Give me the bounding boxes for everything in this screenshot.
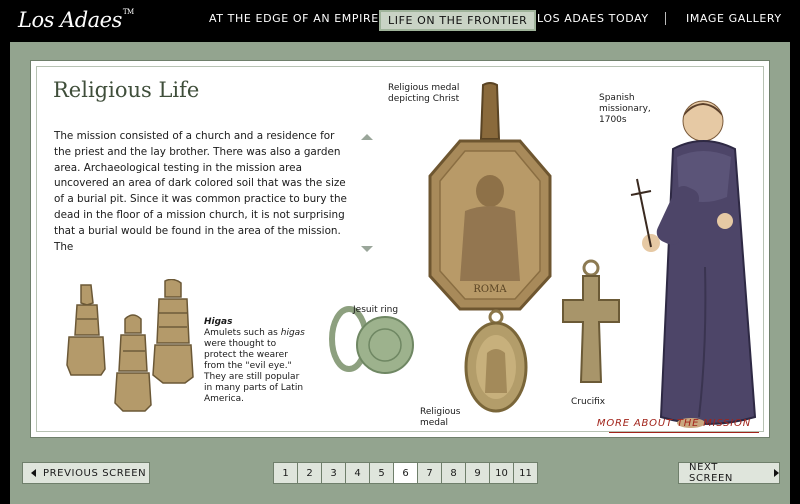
page-3-button[interactable]: 3 [321,462,346,484]
jesuit-ring-image [327,289,421,389]
scroll-up-arrow-icon[interactable] [361,134,373,140]
page-9-button[interactable]: 9 [465,462,490,484]
page-10-button[interactable]: 10 [489,462,514,484]
previous-screen-button[interactable]: PREVIOUS SCREEN [22,462,150,484]
caption-higas: Higas Amulets such as higas were thought to protect the wearer from the "evil eye." They are still popular in many parts of Latin America. [204,317,305,404]
nav-separator [665,12,666,25]
more-about-the-mission-link[interactable]: MORE ABOUT THE MISSION [596,418,751,429]
arrow-left-icon [31,469,36,477]
next-screen-button[interactable]: NEXT SCREEN [678,462,780,484]
caption-missionary: Spanish missionary, 1700s [599,93,651,125]
page-6-button[interactable]: 6 [393,462,418,484]
content-panel [30,60,770,438]
site-logo[interactable]: Los Adaes™ [18,8,134,32]
caption-crucifix: Crucifix [571,397,606,407]
page-8-button[interactable]: 8 [441,462,466,484]
more-link-underline [609,432,759,433]
pager [22,460,780,486]
caption-medal-christ: Religious medal depicting Christ [388,83,460,104]
nav-image-gallery[interactable]: IMAGE GALLERY [686,12,782,25]
higas-title: Higas [204,317,233,327]
page-4-button[interactable]: 4 [345,462,370,484]
top-navigation [0,0,800,42]
content-frame [10,42,790,504]
spanish-missionary-image [607,87,767,433]
page-numbers [273,462,537,484]
religious-medal-christ-image [425,81,555,313]
nav-life-on-the-frontier[interactable]: LIFE ON THE FRONTIER [379,10,536,31]
scroll-down-arrow-icon[interactable] [361,246,373,252]
page-2-button[interactable]: 2 [297,462,322,484]
caption-religious-medal: Religious medal [420,407,461,428]
page-title: Religious Life [53,78,200,102]
religious-medal-oval-image [463,309,529,415]
page-7-button[interactable]: 7 [417,462,442,484]
caption-jesuit-ring: Jesuit ring [353,305,399,315]
page-5-button[interactable]: 5 [369,462,394,484]
medal-inscription: ROMA [473,284,507,295]
crucifix-image [559,258,623,388]
arrow-right-icon [774,469,779,477]
nav-los-adaes-today[interactable]: LOS ADAES TODAY [537,12,649,25]
page-1-button[interactable]: 1 [273,462,298,484]
nav-at-the-edge-of-an-empire[interactable]: AT THE EDGE OF AN EMPIRE [209,12,379,25]
higas-amulets-image [51,279,201,429]
page-11-button[interactable]: 11 [513,462,538,484]
body-text: The mission consisted of a church and a residence for the priest and the lay brother. There was also a garden area. Archaeological testing in the mission area uncovered an area of dark colored soil that was the size of a burial pit. Since it was common practice to bury the dead in the floor of a mission church, it is not surprising that a burial would be found in the area of the mission. The [54,130,347,253]
